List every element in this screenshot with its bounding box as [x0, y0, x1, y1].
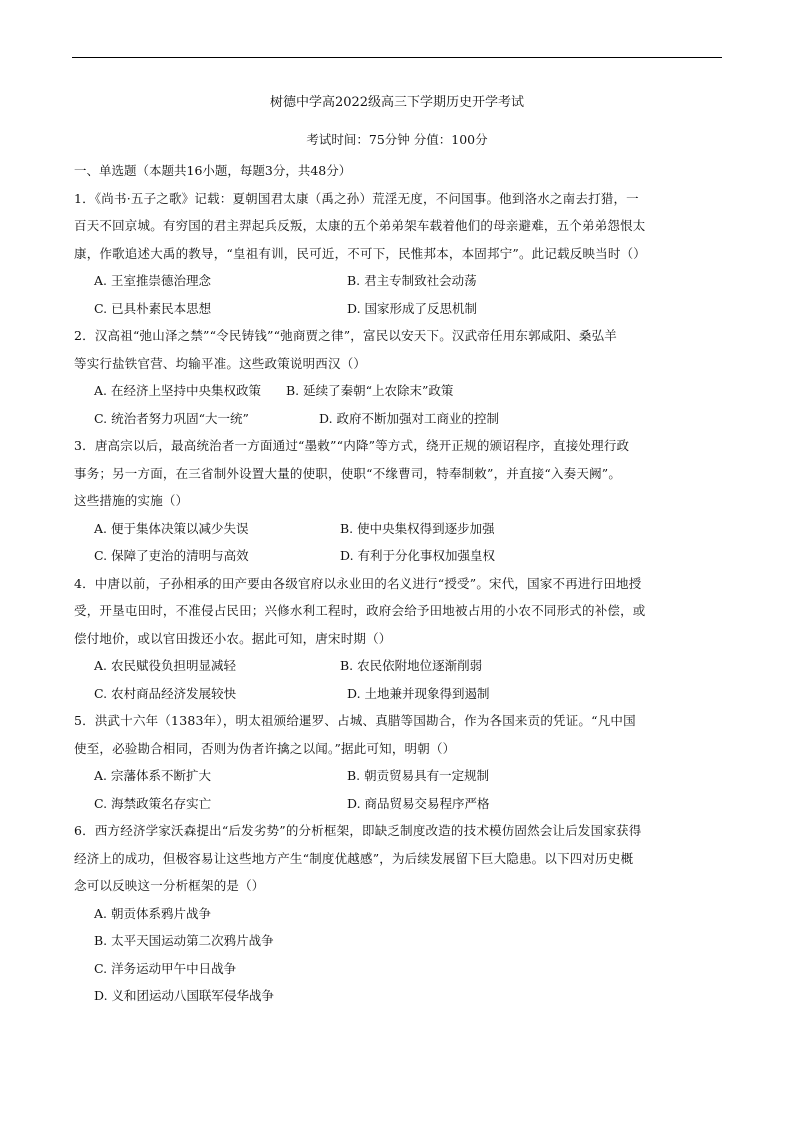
option-a[interactable]: A. 在经济上坚持中央集权政策 [94, 383, 261, 398]
question-stem-line: 5．洪武十六年（1383年），明太祖颁给暹罗、占城、真腊等国勘合，作为各国来贡的凭证。“凡中国 [74, 713, 636, 728]
exam-content [74, 157, 720, 1010]
question-stem-line: 使至，必验勘合相同，否则为伪者许擒之以闻。”据此可知，明朝（） [74, 740, 456, 756]
question-3 [74, 432, 720, 570]
exam-title: 树德中学高2022级高三下学期历史开学考试 [269, 95, 525, 110]
option-b[interactable]: B. 使中央集权得到逐步加强 [340, 520, 495, 536]
question-stem-line: 这些措施的实施（） [74, 493, 189, 508]
option-d[interactable]: D. 土地兼并现象得到遏制 [347, 685, 490, 701]
question-stem-line: 3．唐高宗以后，最高统治者一方面通过“墨敕”“内降”等方式，绕开正规的颁诏程序，直接处理行政 [74, 438, 630, 453]
question-6 [74, 817, 720, 1010]
question-stem-line: 康，作歌追述大禹的教导，“皇祖有训，民可近，不可下，民惟邦本，本固邦宁”。此记载反映当时（） [74, 245, 646, 261]
option-a[interactable]: A. 宗藩体系不断扩大 [94, 768, 211, 783]
option-d[interactable]: D. 政府不断加强对工商业的控制 [319, 410, 500, 426]
option-c[interactable]: C. 海禁政策名存实亡 [94, 795, 212, 811]
question-stem-line: 1．《尚书·五子之歌》记载：夏朝国君太康（禹之孙）荒淫无度，不问国事。他到洛水之南去打猎，一 [74, 190, 639, 206]
question-1 [74, 185, 720, 323]
option-c[interactable]: C. 洋务运动甲午中日战争 [94, 960, 237, 976]
options-row [74, 790, 720, 818]
options-row [74, 762, 720, 790]
options-row [74, 405, 720, 433]
option-a[interactable]: A. 便于集体决策以减少失误 [94, 520, 249, 536]
option-a[interactable]: A. 农民赋役负担明显减轻 [94, 658, 236, 673]
option-c[interactable]: C. 农村商品经济发展较快 [94, 685, 237, 701]
question-stem-line: 受，开垦屯田时，不准侵占民田；兴修水利工程时，政府会给予田地被占用的小农不同形式的补偿，或 [74, 603, 646, 618]
option-c[interactable]: C. 统治者努力巩固“大一统” [94, 410, 249, 426]
option-c[interactable]: C. 保障了吏治的清明与高效 [94, 548, 249, 563]
question-2 [74, 322, 720, 432]
option-b[interactable]: B. 君主专制致社会动荡 [347, 273, 477, 288]
options-row [74, 652, 720, 680]
options-row [74, 295, 720, 323]
question-stem-line: 百天不回京城。有穷国的君主羿起兵反叛，太康的五个弟弟架车载着他们的母亲避难，五个弟弟怨恨太 [74, 218, 646, 233]
question-stem-line: 经济上的成功，但极容易让这些地方产生“制度优越感”，为后续发展留下巨大隐患。以下四对历史概 [74, 850, 634, 866]
options-row [74, 377, 720, 405]
question-5 [74, 707, 720, 817]
question-stem-line: 等实行盐铁官营、均输平准。这些政策说明西汉（） [74, 355, 367, 371]
question-stem-line: 念可以反映这一分析框架的是（） [74, 878, 265, 893]
option-b[interactable]: B. 延续了秦朝“上农除末”政策 [286, 383, 454, 398]
option-b[interactable]: B. 农民依附地位逐渐削弱 [340, 658, 483, 673]
section-heading: 一、单选题（本题共16小题，每题3分，共48分） [74, 163, 352, 178]
question-stem-line: 事务；另一方面，在三省制外设置大量的使职，使职“不缘曹司，特奉制敕”，并直接“入奏天阙”。 [74, 465, 622, 481]
option-c[interactable]: C. 已具朴素民本思想 [94, 300, 212, 316]
option-d[interactable]: D. 义和团运动八国联军侵华战争 [94, 988, 275, 1003]
option-d[interactable]: D. 国家形成了反思机制 [347, 300, 478, 316]
question-stem-line: 6．西方经济学家沃森提出“后发劣势”的分析框架，即缺乏制度改造的技术模仿固然会让后发国家获得 [74, 823, 642, 838]
exam-subtitle: 考试时间：75分钟 分值：100分 [306, 132, 488, 147]
option-b[interactable]: B. 朝贡贸易具有一定规制 [347, 768, 490, 783]
option-d[interactable]: D. 商品贸易交易程序严格 [347, 795, 490, 811]
options-row [74, 542, 720, 570]
option-a[interactable]: A. 王室推崇德治理念 [94, 273, 211, 288]
question-stem-line: 2．汉高祖“弛山泽之禁”“令民铸钱”“弛商贾之律”，富民以安天下。汉武帝任用东郭咸阳、桑弘羊 [74, 328, 617, 343]
question-stem-line: 4．中唐以前，子孙相承的田产要由各级官府以永业田的名义进行“授受”。宋代，国家不再进行田地授 [74, 575, 642, 591]
question-stem-line: 偿付地价，或以官田拨还小农。据此可知，唐宋时期（） [74, 630, 392, 646]
options-row [74, 515, 720, 543]
header-rule [72, 57, 722, 58]
option-a[interactable]: A. 朝贡体系鸦片战争 [94, 905, 211, 921]
option-b[interactable]: B. 太平天国运动第二次鸦片战争 [94, 933, 274, 948]
option-d[interactable]: D. 有利于分化事权加强皇权 [340, 548, 496, 563]
options-row [74, 267, 720, 295]
question-4 [74, 570, 720, 708]
options-row [74, 680, 720, 708]
